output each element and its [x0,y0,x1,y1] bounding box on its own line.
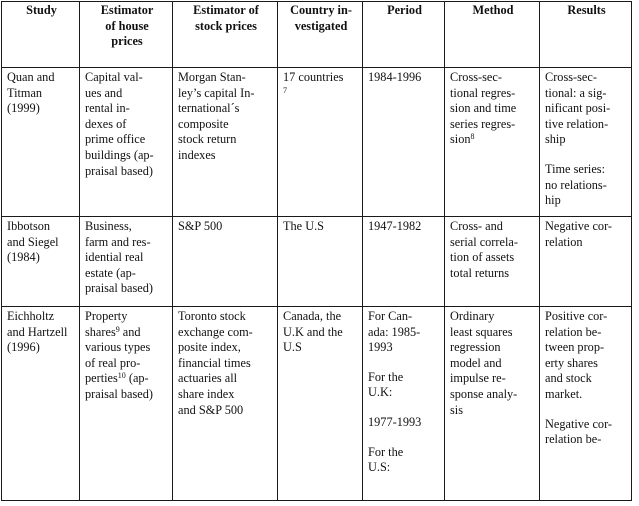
period-cell: 1984-1996 [363,68,445,217]
header-row [2,2,632,68]
study-cell: Quan and Titman (1999) [2,68,80,217]
header-study: Study [2,2,80,68]
country-cell: 17 countries 7 [278,68,363,217]
method-cell: Ordinary least squares regression model and impulse re- sponse analy- sis [445,307,540,501]
footnote-marker: 8 [470,132,475,142]
stock-estimator-cell: Toronto stock exchange com- posite index, financial times actuaries all share index and S&P 500 [173,307,278,501]
table-row [2,217,632,307]
header-results: Results [540,2,632,68]
footnote-marker: 10 [117,371,126,381]
results-cell: Negative cor- relation [540,217,632,307]
results-cell: Positive cor- relation be- tween prop- erty shares and stock market. Negative cor- relation be- [540,307,632,501]
header-country: Country in- vestigated [278,2,363,68]
stock-estimator-cell: S&P 500 [173,217,278,307]
country-cell: The U.S [278,217,363,307]
method-cell: Cross-sec- tional regres- sion and time series regres- sion$^8$ [445,68,540,217]
country-cell: Canada, the U.K and the U.S [278,307,363,501]
header-house-price-estimator: Estimator of house prices [80,2,173,68]
footnote-marker: 9 [115,324,120,334]
header-stock-price-estimator: Estimator of stock prices [173,2,278,68]
house-estimator-cell: Business, farm and res- idential real estate (ap- praisal based) [80,217,173,307]
period-cell: For Can- ada: 1985- 1993 For the U.K: 1977-1993 For the U.S: [363,307,445,501]
results-cell: Cross-sec- tional: a sig- nificant posi- tive relation- ship Time series: no relations- hip [540,68,632,217]
study-cell: Ibbotson and Siegel (1984) [2,217,80,307]
table-row [2,68,632,217]
table-row [2,307,632,501]
method-cell: Cross- and serial correla- tion of assets total returns [445,217,540,307]
house-estimator-cell: Property shares$^9$ and various types of real pro- perties$^{10}$ (ap- praisal based) [80,307,173,501]
study-cell: Eichholtz and Hartzell (1996) [2,307,80,501]
footnote-marker: 7 [283,85,287,95]
literature-review-table [1,1,632,501]
period-cell: 1947-1982 [363,217,445,307]
house-estimator-cell: Capital val- ues and rental in- dexes of prime office buildings (ap- praisal based) [80,68,173,217]
header-method: Method [445,2,540,68]
header-period: Period [363,2,445,68]
stock-estimator-cell: Morgan Stan- ley’s capital In- ternational´s composite stock return indexes [173,68,278,217]
